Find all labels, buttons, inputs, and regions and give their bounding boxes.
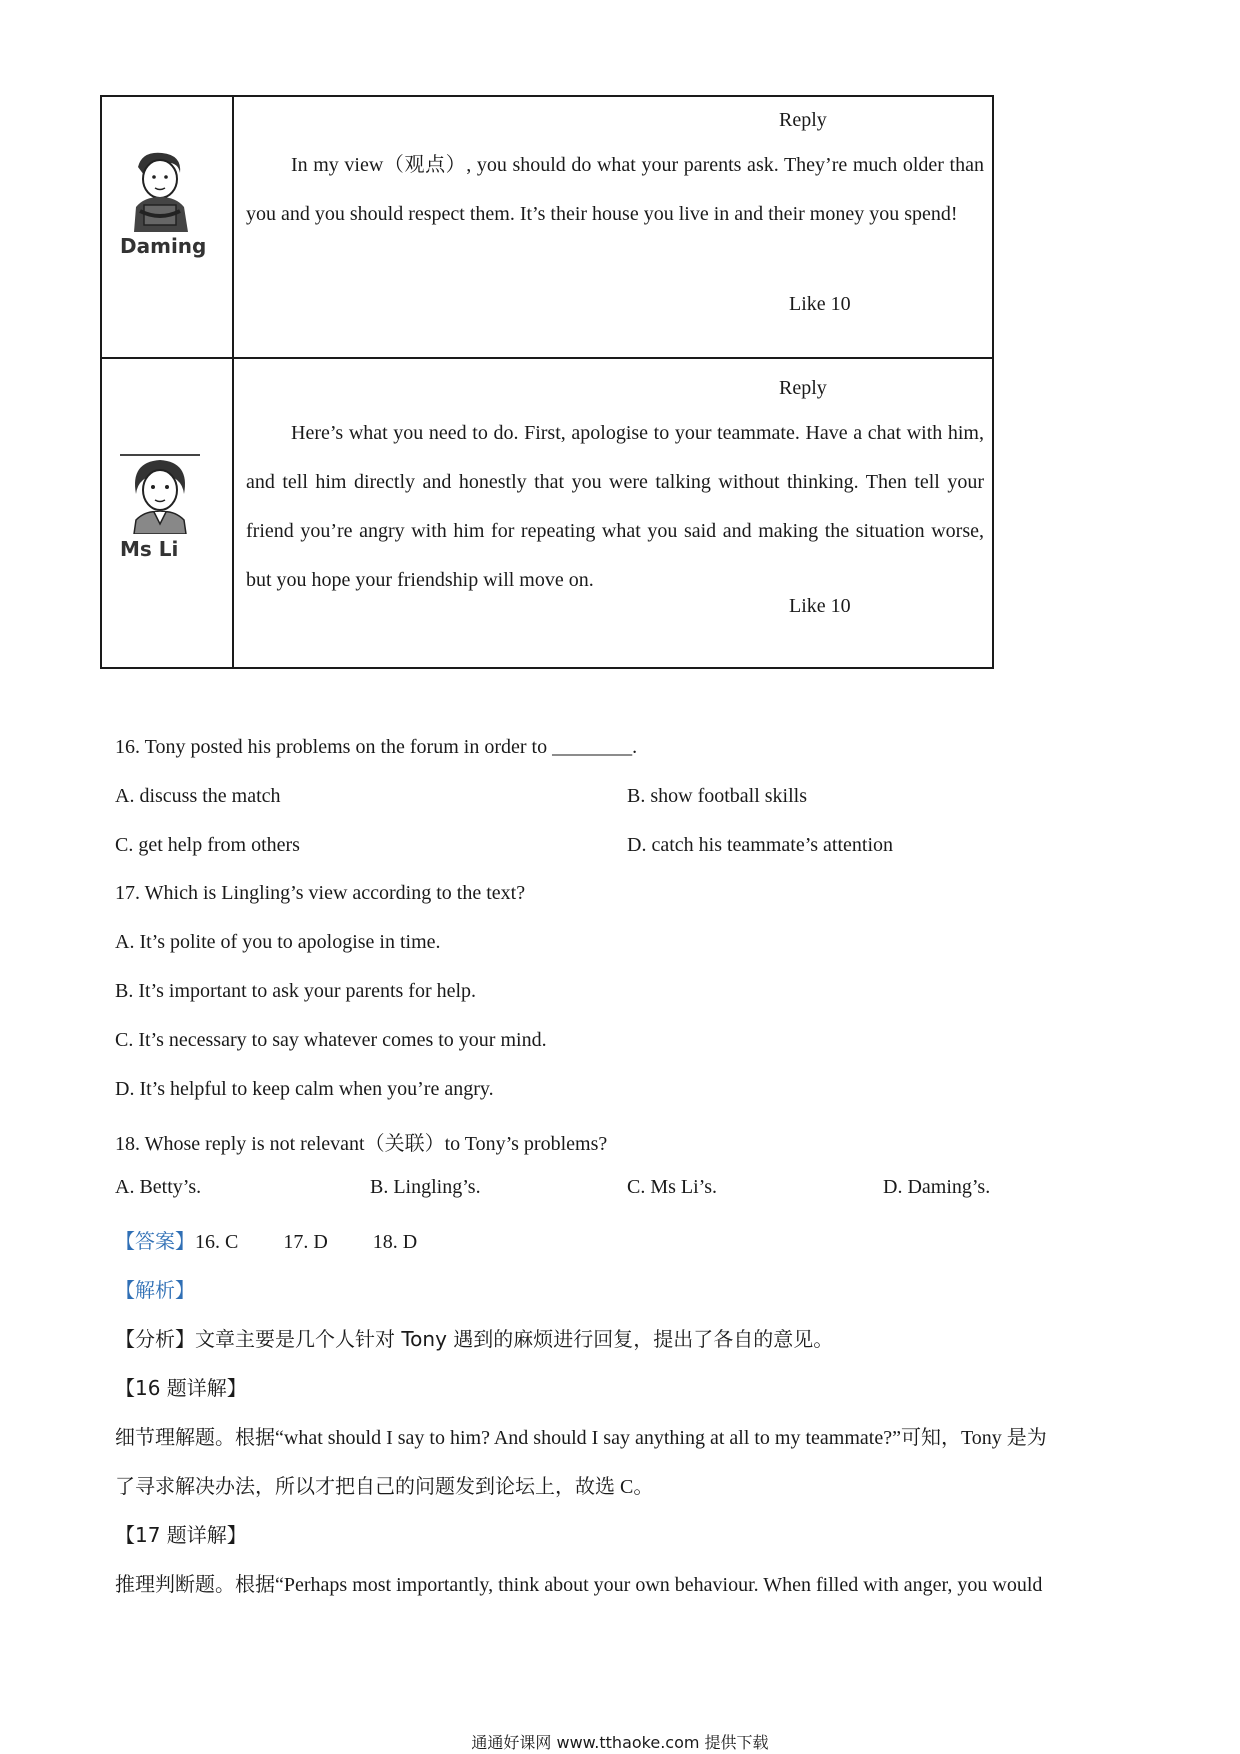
summary-line bbox=[115, 1323, 833, 1352]
option-17-c[interactable]: C. It’s necessary to say whatever comes to your mind. bbox=[115, 1029, 547, 1051]
summary-text: 文章主要是几个人针对 Tony 遇到的麻烦进行回复，提出了各自的意见。 bbox=[195, 1327, 834, 1351]
option-18-a[interactable]: A. Betty’s. bbox=[115, 1176, 202, 1198]
forum-row-msli bbox=[102, 359, 992, 667]
answer-label: 【答案】 bbox=[115, 1229, 195, 1253]
avatar-cell bbox=[102, 359, 234, 667]
option-16-c[interactable]: C. get help from others bbox=[115, 834, 300, 856]
question-17-stem: 17. Which is Lingling’s view according to the text? bbox=[115, 882, 526, 904]
answer-18: 18. D bbox=[372, 1231, 418, 1253]
option-17-d[interactable]: D. It’s helpful to keep calm when you’re angry. bbox=[115, 1078, 494, 1100]
woman-avatar-icon bbox=[120, 454, 200, 534]
answer-16: 16. C bbox=[195, 1231, 239, 1253]
answer-17: 17. D bbox=[283, 1231, 328, 1253]
page-footer: 通通好课网 www.tthaoke.com 提供下载 bbox=[471, 1733, 769, 1752]
forum-row-daming bbox=[102, 97, 992, 359]
detail-17-label: 【17 题详解】 bbox=[115, 1523, 247, 1547]
option-16-d[interactable]: D. catch his teammate’s attention bbox=[627, 834, 894, 856]
analysis-label: 【解析】 bbox=[115, 1278, 195, 1302]
reply-text: In my view（观点）, you should do what your parents ask. They’re much older than you and you should respect them. It’s their house you live in and their money you spend! bbox=[246, 154, 984, 225]
option-17-a[interactable]: A. It’s polite of you to apologise in time. bbox=[115, 931, 441, 953]
summary-label: 【分析】 bbox=[115, 1327, 195, 1351]
detail-16-label: 【16 题详解】 bbox=[115, 1376, 247, 1400]
forum-reply-table bbox=[100, 95, 994, 669]
reply-link[interactable]: Reply bbox=[779, 377, 827, 399]
option-18-c[interactable]: C. Ms Li’s. bbox=[627, 1176, 718, 1198]
avatar-name: Daming bbox=[120, 234, 207, 258]
avatar-cell bbox=[102, 97, 234, 357]
avatar-name: Ms Li bbox=[120, 537, 179, 561]
like-count[interactable]: Like 10 bbox=[789, 293, 851, 315]
reply-link[interactable]: Reply bbox=[779, 109, 827, 131]
boy-avatar-icon bbox=[120, 147, 200, 232]
option-18-b[interactable]: B. Lingling’s. bbox=[370, 1176, 481, 1198]
option-17-b[interactable]: B. It’s important to ask your parents for help. bbox=[115, 980, 477, 1002]
option-18-d[interactable]: D. Daming’s. bbox=[883, 1176, 991, 1198]
reply-text: Here’s what you need to do. First, apologise to your teammate. Have a chat with him, and tell him directly and honestly that you were talking without thinking. Then tell your friend you’re angry with him for repeating what you said and making the situation worse, but you hope your friendship will move on. bbox=[246, 422, 984, 591]
reply-content bbox=[234, 97, 992, 357]
option-16-a[interactable]: A. discuss the match bbox=[115, 785, 281, 807]
question-18-stem: 18. Whose reply is not relevant（关联）to Tony’s problems? bbox=[115, 1133, 608, 1155]
detail-16-line-1: 细节理解题。根据“what should I say to him? And should I say anything at all to my teammate?”可知，Tony 是为 bbox=[115, 1427, 1047, 1449]
answer-line bbox=[115, 1225, 417, 1254]
option-16-b[interactable]: B. show football skills bbox=[627, 785, 808, 807]
question-16-stem: 16. Tony posted his problems on the forum in order to ________. bbox=[115, 736, 638, 758]
reply-content bbox=[234, 359, 992, 667]
detail-16-line-2: 了寻求解决办法，所以才把自己的问题发到论坛上，故选 C。 bbox=[115, 1476, 654, 1498]
detail-17-line-1: 推理判断题。根据“Perhaps most importantly, think about your own behaviour. When filled with anger, you would bbox=[115, 1574, 1043, 1596]
like-count[interactable]: Like 10 bbox=[789, 595, 851, 617]
